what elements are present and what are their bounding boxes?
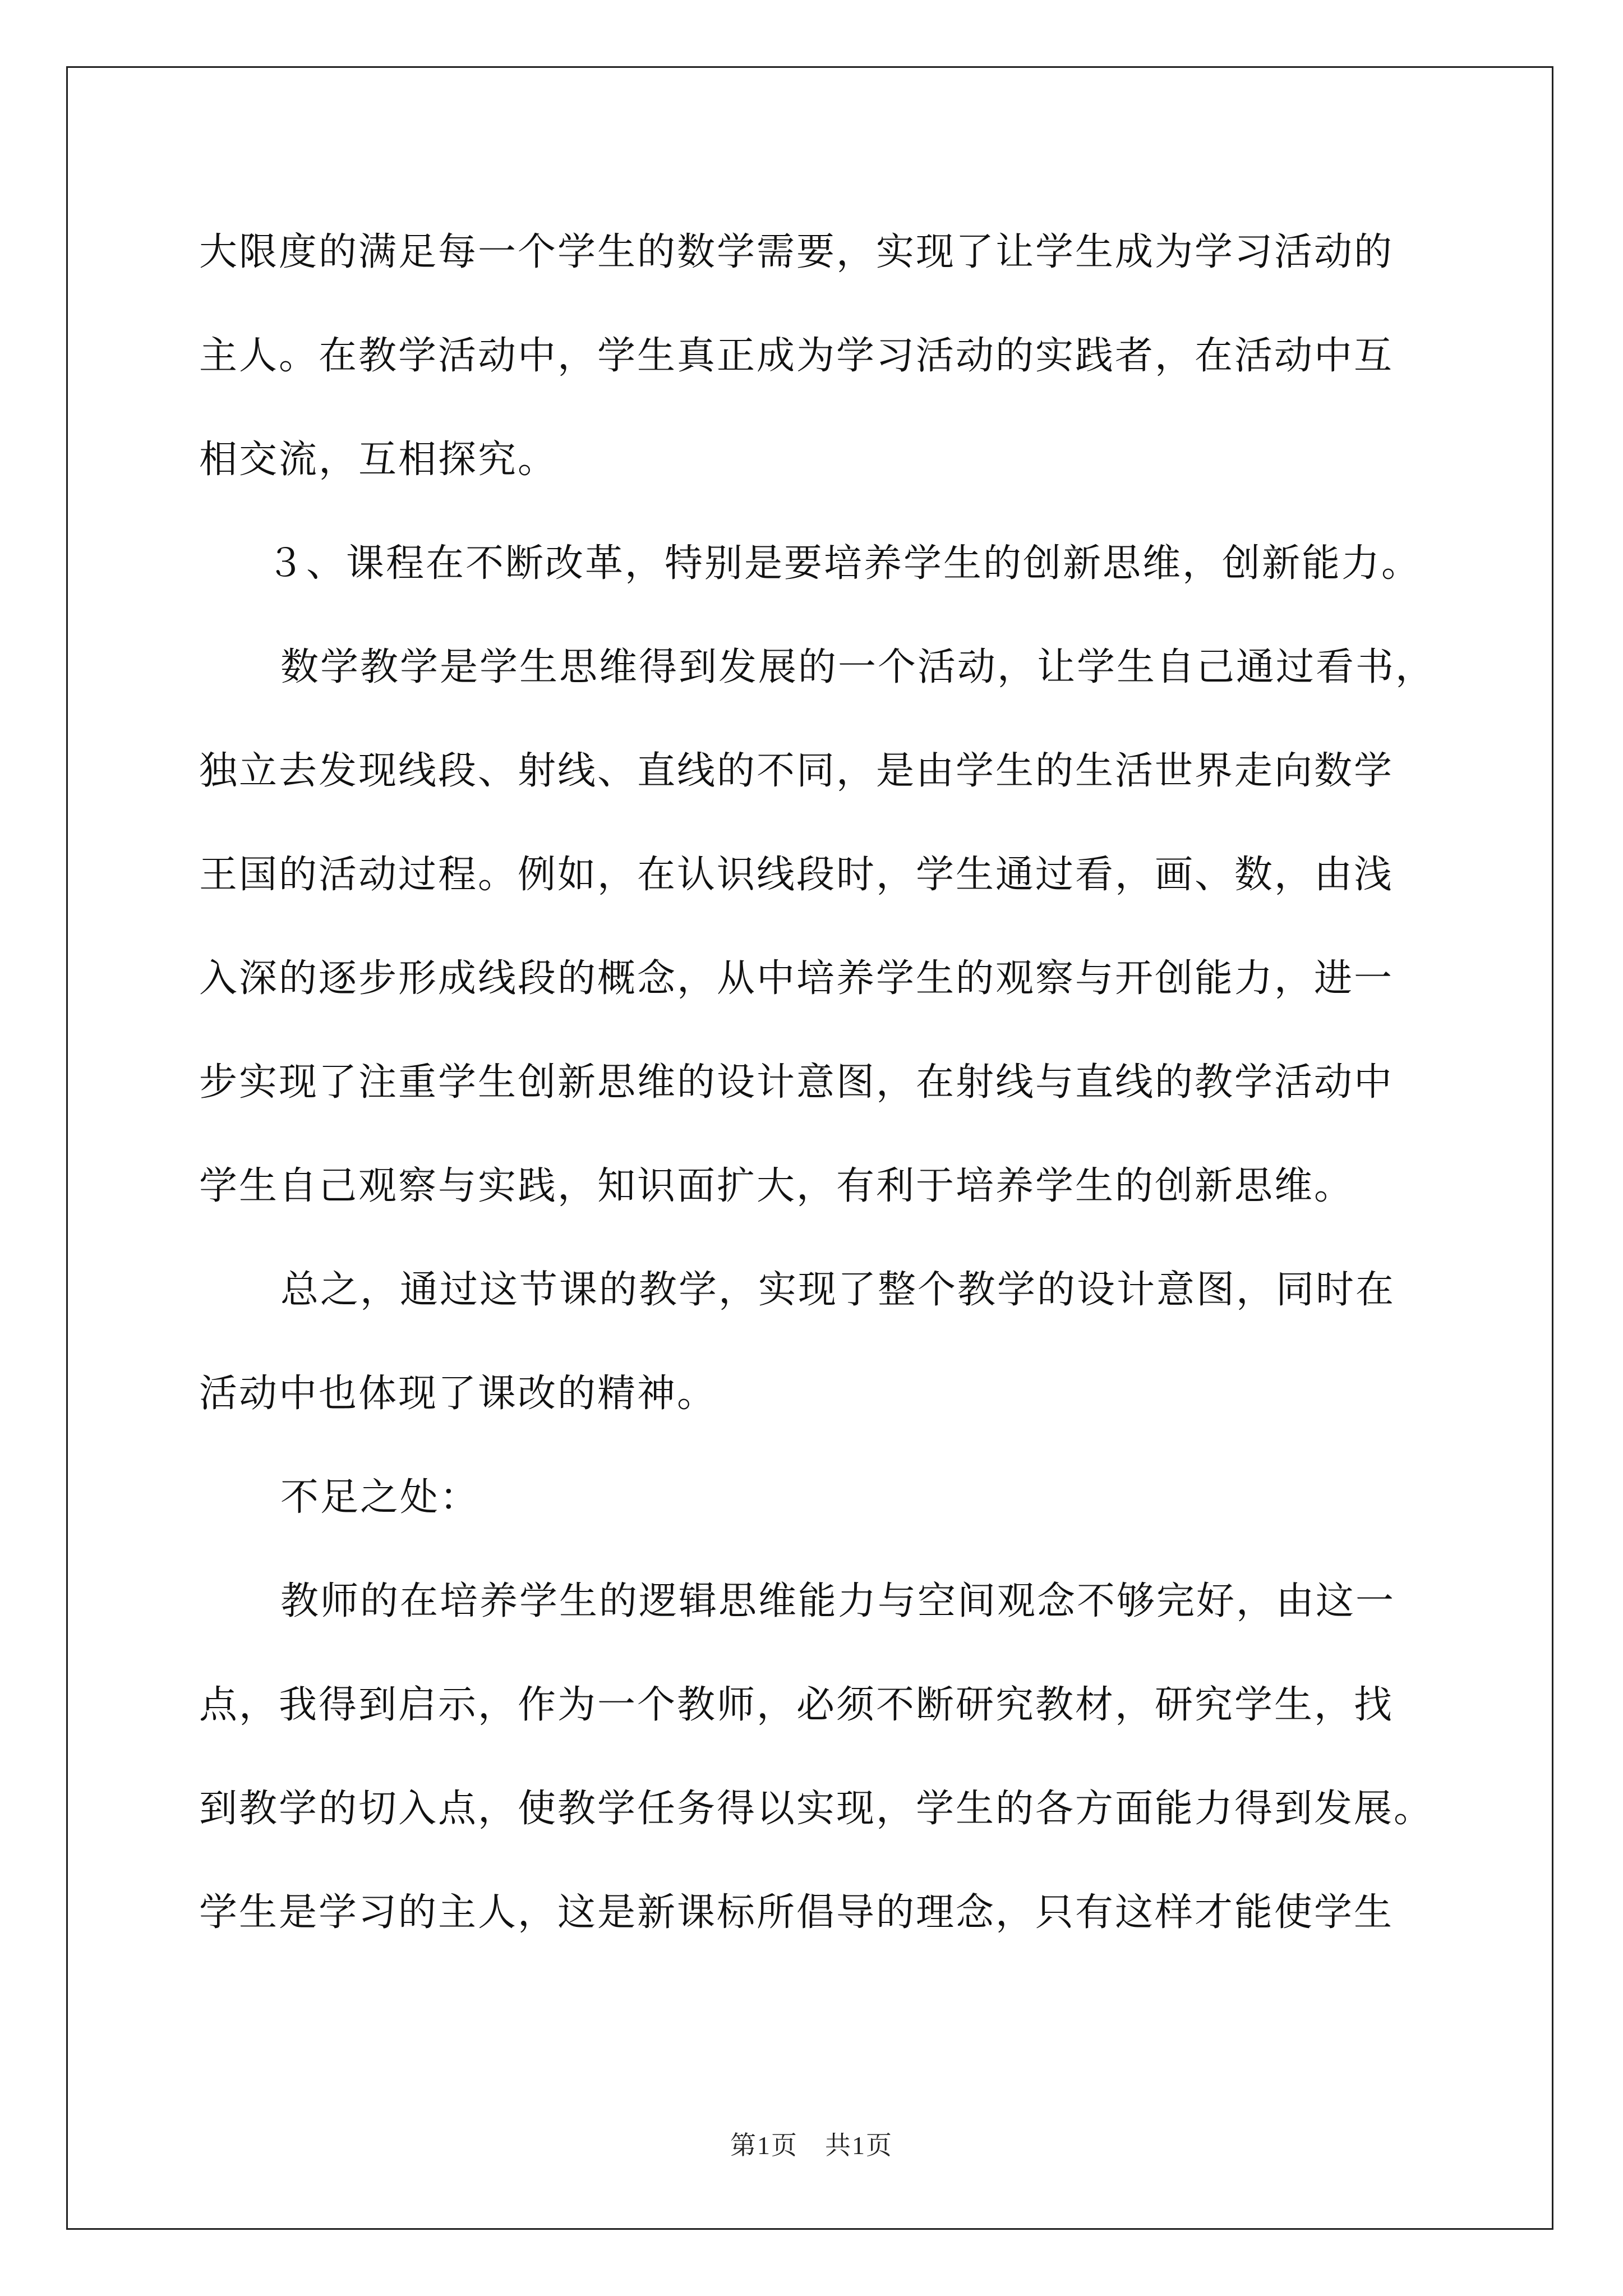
text-line-4: ３、课程在不断改革，特别是要培养学生的创新思维，创新能力。 [266,541,1422,586]
text-line-9: 步实现了注重学生创新思维的设计意图，在射线与直线的教学活动中 [199,1060,1394,1105]
text-line-7: 王国的活动过程。例如，在认识线段时，学生通过看，画、数，由浅 [199,853,1394,897]
text-line-10: 学生自己观察与实践，知识面扩大，有利于培养学生的创新思维。 [199,1164,1354,1208]
text-line-1: 大限度的满足每一个学生的数学需要，实现了让学生成为学习活动的 [199,230,1394,274]
text-line-12: 活动中也体现了课改的精神。 [199,1372,717,1416]
text-line-11: 总之，通过这节课的教学，实现了整个教学的设计意图，同时在 [280,1268,1396,1312]
text-line-3: 相交流，互相探究。 [199,438,558,482]
page-footer: 第1页 共1页 [730,2131,893,2160]
text-line-17: 学生是学习的主人，这是新课标所倡导的理念，只有这样才能使学生 [199,1890,1394,1935]
text-line-13: 不足之处： [280,1475,480,1520]
text-line-16: 到教学的切入点，使教学任务得以实现，学生的各方面能力得到发展。 [199,1787,1434,1831]
text-line-5: 数学教学是学生思维得到发展的一个活动，让学生自己通过看书， [280,645,1436,689]
text-line-6: 独立去发现线段、射线、直线的不同，是由学生的生活世界走向数学 [199,749,1394,793]
text-line-15: 点，我得到启示，作为一个教师，必须不断研究教材，研究学生，找 [199,1683,1394,1727]
text-line-14: 教师的在培养学生的逻辑思维能力与空间观念不够完好，由这一 [280,1579,1396,1623]
text-line-2: 主人。在教学活动中，学生真正成为学习活动的实践者，在活动中互 [199,334,1394,378]
text-line-8: 入深的逐步形成线段的概念，从中培养学生的观察与开创能力，进一 [199,956,1394,1001]
